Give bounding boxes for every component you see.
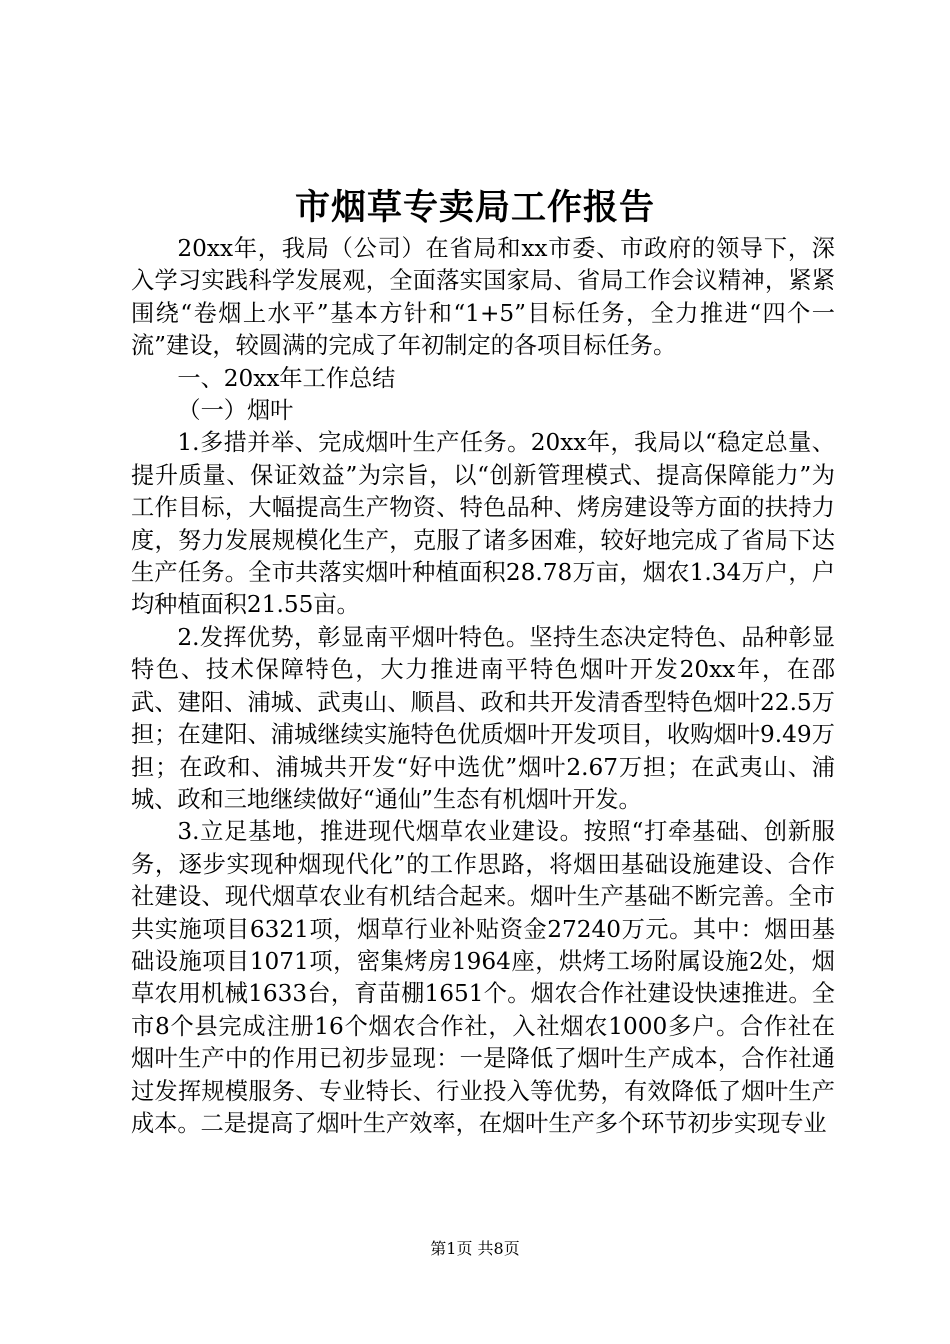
paragraph-item-3: 3.立足基地，推进现代烟草农业建设。按照“打牵基础、创新服务，逐步实现种烟现代化”的工作思路，将烟田基础设施建设、合作社建设、现代烟草农业有机结合起来。烟叶生产基础不断完善。全市共实施项目6321项，烟草行业补贴资金27240万元。其中：烟田基础设施项目1071项，密集烤房1964座，烘烤工场附属设施2处，烟草农用机械1633台，育苗棚1651个。烟农合作社建设快速推进。全市8个县完成注册16个烟农合作社，入社烟农1000多户。合作社在烟叶生产中的作用已初步显现：一是降低了烟叶生产成本，合作社通过发挥规模服务、专业特长、行业投入等优势，有效降低了烟叶生产成本。二是提高了烟叶生产效率，在烟叶生产多个环节初步实现专业 bbox=[131, 818, 835, 1137]
section-heading: 一、20xx年工作总结 bbox=[177, 364, 396, 392]
page-footer: 第1页 共8页 bbox=[430, 1239, 520, 1258]
paragraph-intro: 20xx年，我局（公司）在省局和xx市委、市政府的领导下，深入学习实践科学发展观，全面落实国家局、省局工作会议精神，紧紧围绕“卷烟上水平”基本方针和“1+5”目标任务，全力推进“四个一流”建设，较圆满的完成了年初制定的各项目标任务。 bbox=[131, 235, 835, 360]
document-body bbox=[131, 233, 835, 1140]
paragraph-item-2: 2.发挥优势，彰显南平烟叶特色。坚持生态决定特色、品种彰显特色、技术保障特色，大力推进南平特色烟叶开发20xx年，在邵武、建阳、浦城、武夷山、顺昌、政和共开发清香型特色烟叶22.5万担；在建阳、浦城继续实施特色优质烟叶开发项目，收购烟叶9.49万担；在政和、浦城共开发“好中选优”烟叶2.67万担；在武夷山、浦城、政和三地继续做好“通仙”生态有机烟叶开发。 bbox=[131, 623, 835, 813]
paragraph-item-1: 1.多措并举、完成烟叶生产任务。20xx年，我局以“稳定总量、提升质量、保证效益”为宗旨，以“创新管理模式、提高保障能力”为工作目标，大幅提高生产物资、特色品种、烤房建设等方面的扶持力度，努力发展规模化生产，克服了诸多困难，较好地完成了省局下达生产任务。全市共落实烟叶种植面积28.78万亩，烟农1.34万户，户均种植面积21.55亩。 bbox=[131, 429, 835, 619]
document-title: 市烟草专卖局工作报告 bbox=[294, 187, 655, 228]
subsection-heading: （一）烟叶 bbox=[177, 397, 294, 425]
